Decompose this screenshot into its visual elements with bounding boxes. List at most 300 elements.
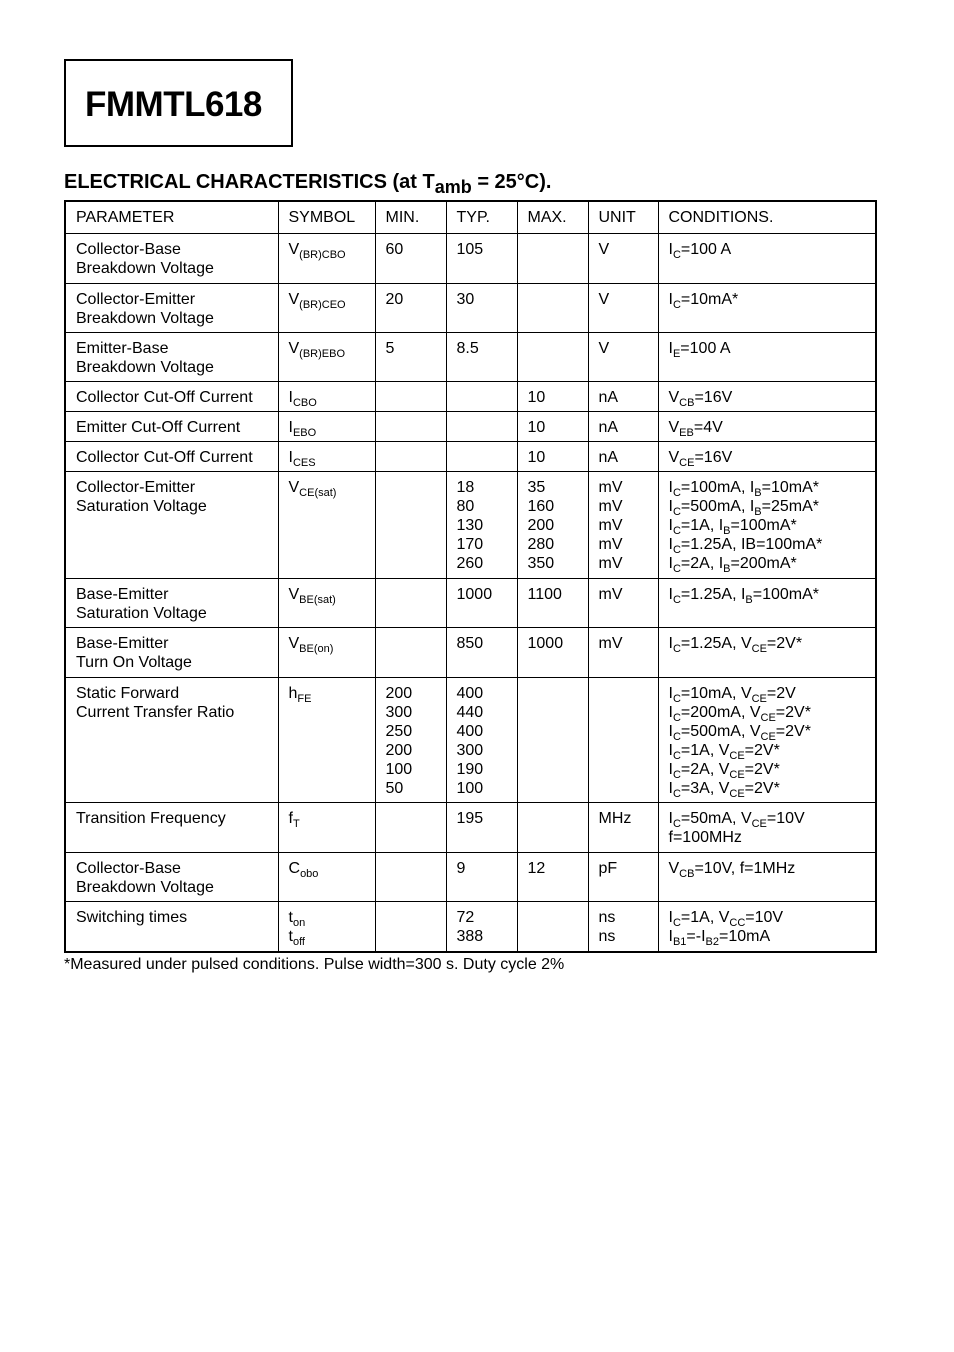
condition-line xyxy=(669,741,876,760)
condition-text: =2V* xyxy=(766,634,803,652)
cell-typ xyxy=(446,411,517,441)
max-value: 12 xyxy=(527,859,546,877)
cell-max xyxy=(517,852,588,901)
cell-typ xyxy=(446,852,517,901)
symbol-subscript: (BR)CBO xyxy=(299,248,346,261)
condition-text: I xyxy=(668,339,673,357)
condition-subscript: C xyxy=(672,692,681,705)
cell-typ xyxy=(446,578,517,627)
cell-min xyxy=(375,627,446,677)
cell-typ xyxy=(446,441,517,471)
symbol-base: I xyxy=(288,388,293,406)
condition-text: I xyxy=(668,703,673,721)
condition-text: =25mA* xyxy=(761,497,819,515)
cell-conditions xyxy=(658,901,876,952)
condition-subscript: B xyxy=(723,524,731,537)
condition-subscript: C xyxy=(672,768,681,781)
unit-value: mV xyxy=(598,497,623,515)
cell-unit xyxy=(588,852,658,901)
condition-subscript: C xyxy=(672,817,681,830)
condition-subscript: C xyxy=(672,642,681,655)
cell-max xyxy=(517,381,588,411)
condition-line xyxy=(669,497,876,516)
condition-subscript: CE xyxy=(679,456,695,469)
parameter-line: Breakdown Voltage xyxy=(76,878,214,896)
cell-unit xyxy=(588,578,658,627)
table-header-row xyxy=(65,201,876,233)
condition-text: I xyxy=(668,240,673,258)
cell-max xyxy=(517,411,588,441)
condition-subscript: B xyxy=(754,486,762,499)
cell-parameter xyxy=(65,852,278,901)
typ-value: 850 xyxy=(456,634,484,652)
symbol-base: V xyxy=(288,585,300,603)
cell-typ xyxy=(446,901,517,952)
typ-value: 190 xyxy=(456,760,484,778)
condition-text: I xyxy=(668,290,673,308)
cell-symbol xyxy=(278,578,375,627)
condition-line xyxy=(669,722,876,741)
condition-subscript: C xyxy=(672,505,681,518)
condition-text: =-I xyxy=(686,927,706,945)
heading-suffix: = 25°C). xyxy=(471,171,552,193)
typ-value: 100 xyxy=(456,779,484,797)
unit-value: mV xyxy=(598,634,623,652)
condition-text: =500mA, V xyxy=(680,722,761,740)
condition-subscript: B xyxy=(745,593,753,606)
cell-conditions xyxy=(658,802,876,852)
condition-text: I xyxy=(668,722,673,740)
condition-text: V xyxy=(668,418,680,436)
symbol-line xyxy=(289,290,375,309)
condition-subscript: CE xyxy=(751,692,767,705)
cell-symbol xyxy=(278,802,375,852)
typ-value: 388 xyxy=(456,927,484,945)
condition-text: =3A, V xyxy=(680,779,730,797)
parameter-line: Collector Cut-Off Current xyxy=(76,388,253,406)
min-value: 20 xyxy=(385,290,404,308)
symbol-line xyxy=(289,339,375,358)
condition-subscript: B xyxy=(723,562,731,575)
cell-conditions xyxy=(658,471,876,578)
table-row xyxy=(65,332,876,381)
section-heading xyxy=(64,171,552,197)
cell-typ xyxy=(446,233,517,283)
cell-symbol xyxy=(278,441,375,471)
symbol-line xyxy=(289,927,375,946)
symbol-subscript: FE xyxy=(297,692,312,705)
cell-max xyxy=(517,578,588,627)
cell-min xyxy=(375,901,446,952)
cell-unit xyxy=(588,381,658,411)
unit-value: nA xyxy=(598,448,619,466)
condition-text: =1.25A, V xyxy=(680,634,752,652)
min-value: 100 xyxy=(385,760,413,778)
unit-value: mV xyxy=(598,585,623,603)
condition-subscript: CE xyxy=(729,768,745,781)
typ-value: 80 xyxy=(456,497,475,515)
condition-subscript: CC xyxy=(729,916,746,929)
typ-value: 195 xyxy=(456,809,484,827)
max-value: 35 xyxy=(527,478,546,496)
parameter-line: Emitter Cut-Off Current xyxy=(76,418,241,436)
condition-text: f=100MHz xyxy=(668,828,742,846)
condition-line xyxy=(669,634,876,653)
condition-subscript: B1 xyxy=(672,935,687,948)
condition-subscript: EB xyxy=(679,426,694,439)
cell-unit xyxy=(588,233,658,283)
cell-symbol xyxy=(278,233,375,283)
table-row xyxy=(65,677,876,802)
condition-text: =10mA* xyxy=(680,290,739,308)
cell-symbol xyxy=(278,901,375,952)
condition-subscript: CE xyxy=(751,817,767,830)
cell-conditions xyxy=(658,578,876,627)
condition-subscript: C xyxy=(672,543,681,556)
header-unit: UNIT xyxy=(588,201,658,233)
condition-text: =10V, f=1MHz xyxy=(694,859,796,877)
symbol-line xyxy=(289,684,375,703)
parameter-line: Breakdown Voltage xyxy=(76,309,214,327)
condition-text: =2V* xyxy=(744,779,780,797)
typ-value: 8.5 xyxy=(456,339,479,357)
condition-text: V xyxy=(668,448,680,466)
parameter-line: Saturation Voltage xyxy=(76,497,207,515)
min-value: 5 xyxy=(385,339,395,357)
table-row xyxy=(65,381,876,411)
header-parameter: PARAMETER xyxy=(65,201,278,233)
condition-text: I xyxy=(668,516,673,534)
symbol-line xyxy=(289,418,375,437)
condition-text: I xyxy=(668,497,673,515)
condition-subscript: CE xyxy=(760,730,776,743)
condition-text: V xyxy=(668,388,680,406)
condition-subscript: CB xyxy=(679,396,695,409)
condition-line xyxy=(669,240,876,259)
cell-typ xyxy=(446,677,517,802)
condition-text: I xyxy=(668,741,673,759)
cell-typ xyxy=(446,802,517,852)
typ-value: 130 xyxy=(456,516,484,534)
cell-unit xyxy=(588,332,658,381)
condition-text: I xyxy=(668,779,673,797)
cell-min xyxy=(375,381,446,411)
typ-value: 72 xyxy=(456,908,475,926)
typ-value: 18 xyxy=(456,478,475,496)
unit-value: mV xyxy=(598,554,623,572)
unit-value: mV xyxy=(598,516,623,534)
max-value: 1000 xyxy=(527,634,564,652)
condition-line xyxy=(669,828,876,847)
condition-text: =10V xyxy=(766,809,805,827)
cell-conditions xyxy=(658,852,876,901)
unit-value: V xyxy=(598,290,610,308)
condition-text: =100mA, I xyxy=(680,478,755,496)
symbol-subscript: (BR)EBO xyxy=(299,347,346,360)
condition-text: I xyxy=(668,585,673,603)
header-conditions: CONDITIONS. xyxy=(658,201,876,233)
condition-line xyxy=(669,448,876,467)
cell-parameter xyxy=(65,332,278,381)
cell-max xyxy=(517,677,588,802)
condition-subscript: C xyxy=(672,486,681,499)
condition-subscript: C xyxy=(672,562,681,575)
condition-text: =100 A xyxy=(680,240,732,258)
header-symbol: SYMBOL xyxy=(278,201,375,233)
condition-text: =16V xyxy=(694,388,733,406)
condition-subscript: CE xyxy=(751,642,767,655)
parameter-line: Breakdown Voltage xyxy=(76,358,214,376)
symbol-subscript: CE(sat) xyxy=(299,486,337,499)
min-value: 250 xyxy=(385,722,413,740)
condition-text: =1.25A, IB=100mA* xyxy=(680,535,823,553)
condition-text: =1.25A, I xyxy=(680,585,746,603)
symbol-line xyxy=(289,585,375,604)
condition-text: =1A, V xyxy=(680,908,730,926)
symbol-base: I xyxy=(288,448,293,466)
cell-unit xyxy=(588,441,658,471)
header-min: MIN. xyxy=(375,201,446,233)
parameter-line: Current Transfer Ratio xyxy=(76,703,235,721)
unit-value: nA xyxy=(598,418,619,436)
cell-parameter xyxy=(65,411,278,441)
cell-conditions xyxy=(658,332,876,381)
unit-value: ns xyxy=(598,908,616,926)
cell-parameter xyxy=(65,471,278,578)
condition-line xyxy=(669,478,876,497)
condition-text: =2V xyxy=(766,684,796,702)
cell-min xyxy=(375,441,446,471)
parameter-line: Switching times xyxy=(76,908,188,926)
max-value: 200 xyxy=(527,516,555,534)
condition-text: =2V* xyxy=(775,703,811,721)
cell-unit xyxy=(588,283,658,332)
unit-value: mV xyxy=(598,478,623,496)
cell-parameter xyxy=(65,578,278,627)
cell-typ xyxy=(446,283,517,332)
parameter-line: Static Forward xyxy=(76,684,180,702)
cell-parameter xyxy=(65,802,278,852)
parameter-line: Collector-Base xyxy=(76,240,181,258)
cell-typ xyxy=(446,471,517,578)
symbol-line xyxy=(289,388,375,407)
cell-symbol xyxy=(278,283,375,332)
cell-max xyxy=(517,802,588,852)
min-value: 300 xyxy=(385,703,413,721)
condition-subscript: C xyxy=(672,524,681,537)
condition-text: I xyxy=(668,809,673,827)
condition-text: =16V xyxy=(694,448,733,466)
condition-line xyxy=(669,859,876,878)
typ-value: 300 xyxy=(456,741,484,759)
symbol-subscript: CES xyxy=(292,456,316,469)
typ-value: 400 xyxy=(456,684,484,702)
unit-value: V xyxy=(598,339,610,357)
condition-subscript: C xyxy=(672,298,681,311)
cell-typ xyxy=(446,381,517,411)
cell-min xyxy=(375,283,446,332)
condition-text: I xyxy=(668,478,673,496)
condition-text: =10V xyxy=(745,908,784,926)
cell-max xyxy=(517,471,588,578)
cell-max xyxy=(517,233,588,283)
cell-parameter xyxy=(65,627,278,677)
condition-text: =10mA, V xyxy=(680,684,752,702)
cell-unit xyxy=(588,411,658,441)
condition-text: I xyxy=(668,554,673,572)
min-value: 200 xyxy=(385,741,413,759)
condition-text: I xyxy=(668,684,673,702)
min-value: 60 xyxy=(385,240,404,258)
unit-value: nA xyxy=(598,388,619,406)
symbol-subscript: BE(sat) xyxy=(299,593,336,606)
symbol-subscript: BE(on) xyxy=(299,642,334,655)
heading-prefix: ELECTRICAL CHARACTERISTICS (at T xyxy=(64,171,435,193)
condition-line xyxy=(669,703,876,722)
cell-parameter xyxy=(65,283,278,332)
symbol-subscript: obo xyxy=(300,867,319,880)
parameter-line: Base-Emitter xyxy=(76,585,169,603)
electrical-characteristics-table xyxy=(64,200,877,953)
condition-text: =200mA* xyxy=(730,554,797,572)
condition-text: I xyxy=(668,908,673,926)
symbol-line xyxy=(289,908,375,927)
cell-max xyxy=(517,627,588,677)
cell-unit xyxy=(588,677,658,802)
symbol-base: V xyxy=(288,240,300,258)
cell-unit xyxy=(588,471,658,578)
condition-line xyxy=(669,809,876,828)
parameter-line: Collector-Base xyxy=(76,859,181,877)
cell-symbol xyxy=(278,627,375,677)
unit-value: ns xyxy=(598,927,616,945)
parameter-line: Saturation Voltage xyxy=(76,604,207,622)
condition-subscript: C xyxy=(672,787,681,800)
parameter-line: Transition Frequency xyxy=(76,809,226,827)
cell-symbol xyxy=(278,852,375,901)
symbol-base: t xyxy=(288,927,293,945)
condition-text: =10mA* xyxy=(761,478,819,496)
cell-parameter xyxy=(65,677,278,802)
footnote: *Measured under pulsed conditions. Pulse width=300 s. Duty cycle 2% xyxy=(64,956,565,973)
symbol-base: f xyxy=(288,809,293,827)
cell-conditions xyxy=(658,283,876,332)
condition-subscript: B xyxy=(754,505,762,518)
parameter-line: Base-Emitter xyxy=(76,634,169,652)
unit-value: mV xyxy=(598,535,623,553)
condition-text: I xyxy=(668,927,673,945)
symbol-base: V xyxy=(288,339,300,357)
condition-subscript: C xyxy=(672,749,681,762)
part-number-title: FMMTL618 xyxy=(85,85,262,124)
symbol-line xyxy=(289,448,375,467)
condition-subscript: C xyxy=(672,916,681,929)
table-row xyxy=(65,578,876,627)
parameter-line: Collector Cut-Off Current xyxy=(76,448,253,466)
cell-max xyxy=(517,441,588,471)
symbol-base: I xyxy=(288,418,293,436)
cell-typ xyxy=(446,627,517,677)
table-row xyxy=(65,802,876,852)
parameter-line: Collector-Emitter xyxy=(76,290,196,308)
cell-max xyxy=(517,332,588,381)
cell-max xyxy=(517,901,588,952)
cell-conditions xyxy=(658,381,876,411)
condition-line xyxy=(669,418,876,437)
table-row xyxy=(65,233,876,283)
condition-text: =2V* xyxy=(744,760,780,778)
max-value: 350 xyxy=(527,554,555,572)
table-row xyxy=(65,627,876,677)
symbol-subscript: (BR)CEO xyxy=(299,298,346,311)
condition-subscript: CE xyxy=(760,711,776,724)
min-value: 200 xyxy=(385,684,413,702)
symbol-subscript: off xyxy=(292,935,305,948)
condition-text: V xyxy=(668,859,680,877)
typ-value: 170 xyxy=(456,535,484,553)
condition-text: =2V* xyxy=(744,741,780,759)
symbol-base: V xyxy=(288,290,300,308)
table-row xyxy=(65,411,876,441)
condition-text: =4V xyxy=(693,418,723,436)
symbol-line xyxy=(289,478,375,497)
condition-line xyxy=(669,927,876,946)
cell-symbol xyxy=(278,411,375,441)
max-value: 10 xyxy=(527,388,546,406)
condition-line xyxy=(669,339,876,358)
condition-text: =500mA, I xyxy=(680,497,755,515)
condition-line xyxy=(669,516,876,535)
table-row xyxy=(65,283,876,332)
cell-max xyxy=(517,283,588,332)
table-body xyxy=(65,201,876,952)
cell-conditions xyxy=(658,627,876,677)
condition-text: =100mA* xyxy=(752,585,820,603)
parameter-line: Breakdown Voltage xyxy=(76,259,214,277)
condition-subscript: C xyxy=(672,593,681,606)
symbol-base: t xyxy=(288,908,293,926)
condition-subscript: C xyxy=(672,730,681,743)
min-value: 50 xyxy=(385,779,404,797)
symbol-line xyxy=(289,809,375,828)
unit-value: V xyxy=(598,240,610,258)
typ-value: 30 xyxy=(456,290,475,308)
condition-line xyxy=(669,684,876,703)
condition-text: =100mA* xyxy=(730,516,797,534)
condition-subscript: E xyxy=(672,347,681,360)
condition-line xyxy=(669,779,876,798)
symbol-line xyxy=(289,240,375,259)
cell-unit xyxy=(588,627,658,677)
table-row xyxy=(65,441,876,471)
condition-line xyxy=(669,535,876,554)
table-row xyxy=(65,471,876,578)
max-value: 280 xyxy=(527,535,555,553)
condition-text: =100 A xyxy=(680,339,731,357)
cell-parameter xyxy=(65,901,278,952)
max-value: 10 xyxy=(527,418,546,436)
cell-symbol xyxy=(278,677,375,802)
condition-text: I xyxy=(668,760,673,778)
condition-line xyxy=(669,388,876,407)
cell-min xyxy=(375,471,446,578)
symbol-base: V xyxy=(288,634,300,652)
cell-min xyxy=(375,802,446,852)
unit-value: MHz xyxy=(598,809,632,827)
cell-symbol xyxy=(278,332,375,381)
condition-line xyxy=(669,908,876,927)
condition-text: I xyxy=(668,634,673,652)
